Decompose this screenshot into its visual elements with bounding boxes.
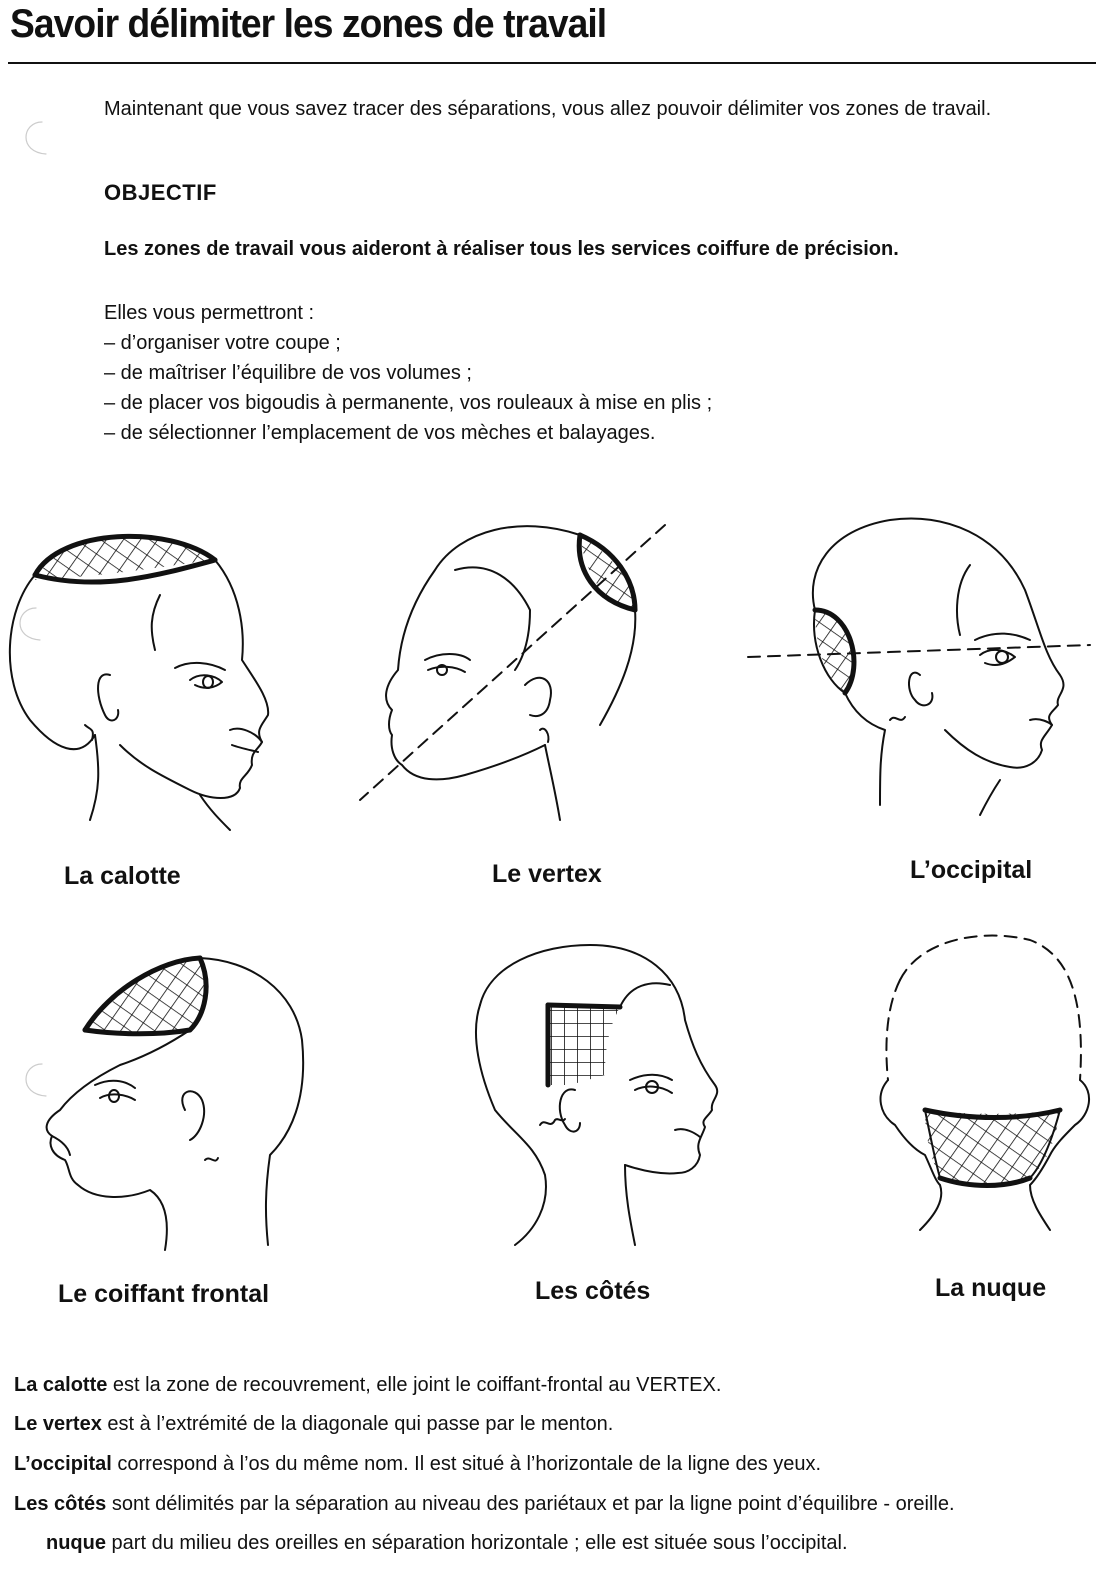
list-intro: Elles vous permettront : (104, 302, 315, 324)
list-item: – de sélectionner l’emplacement de vos mèches et balayages. (104, 422, 656, 444)
description-calotte (14, 1374, 721, 1397)
description-text: est à l’extrémité de la diagonale qui passe par le menton. (101, 1413, 614, 1435)
description-term: nuque (46, 1532, 106, 1554)
description-text: correspond à l’os du même nom. Il est situé à l’horizontale de la ligne des yeux. (111, 1453, 822, 1475)
objectif-statement: Les zones de travail vous aideront à réaliser tous les services coiffure de précision. (104, 238, 899, 260)
objectif-heading: OBJECTIF (104, 180, 217, 205)
head-frontal-illustration (40, 950, 320, 1250)
head-nuque-illustration (870, 930, 1100, 1240)
description-text: est la zone de recouvrement, elle joint le coiffant-frontal au VERTEX. (107, 1374, 722, 1396)
description-vertex (14, 1413, 613, 1436)
description-occipital (14, 1453, 821, 1476)
intro-text: Maintenant que vous savez tracer des séparations, vous allez pouvoir délimiter vos zones de travail. (104, 98, 992, 120)
list-item: – d’organiser votre coupe ; (104, 332, 341, 354)
binder-hole-icon (12, 118, 52, 158)
description-term: L’occipital (14, 1453, 112, 1475)
zone-label-nuque: La nuque (935, 1274, 1047, 1302)
page-title: Savoir délimiter les zones de travail (10, 2, 607, 46)
description-nuque (46, 1532, 848, 1555)
head-cotes-illustration (460, 945, 740, 1255)
zone-label-cotes: Les côtés (535, 1277, 651, 1305)
description-text: part du milieu des oreilles en séparation horizontale ; elle est située sous l’occipital. (106, 1532, 848, 1554)
description-cotes (14, 1493, 955, 1516)
description-term: La calotte (14, 1374, 108, 1396)
list-item: – de placer vos bigoudis à permanente, vos rouleaux à mise en plis ; (104, 392, 713, 414)
zone-label-vertex: Le vertex (492, 860, 602, 888)
zone-label-frontal: Le coiffant frontal (58, 1280, 270, 1308)
title-underline (8, 62, 1096, 64)
head-calotte-illustration (0, 520, 300, 830)
zone-label-calotte: La calotte (64, 862, 181, 890)
description-term: Le vertex (14, 1413, 102, 1435)
zone-label-occipital: L’occipital (910, 856, 1033, 884)
head-vertex-illustration (350, 520, 680, 830)
description-term: Les côtés (14, 1493, 107, 1515)
description-text: sont délimités par la séparation au niveau des pariétaux et par la ligne point d’équilibre - oreille. (106, 1493, 955, 1515)
list-item: – de maîtriser l’équilibre de vos volumes ; (104, 362, 472, 384)
objectif-list (104, 298, 712, 448)
head-occipital-illustration (740, 515, 1100, 815)
